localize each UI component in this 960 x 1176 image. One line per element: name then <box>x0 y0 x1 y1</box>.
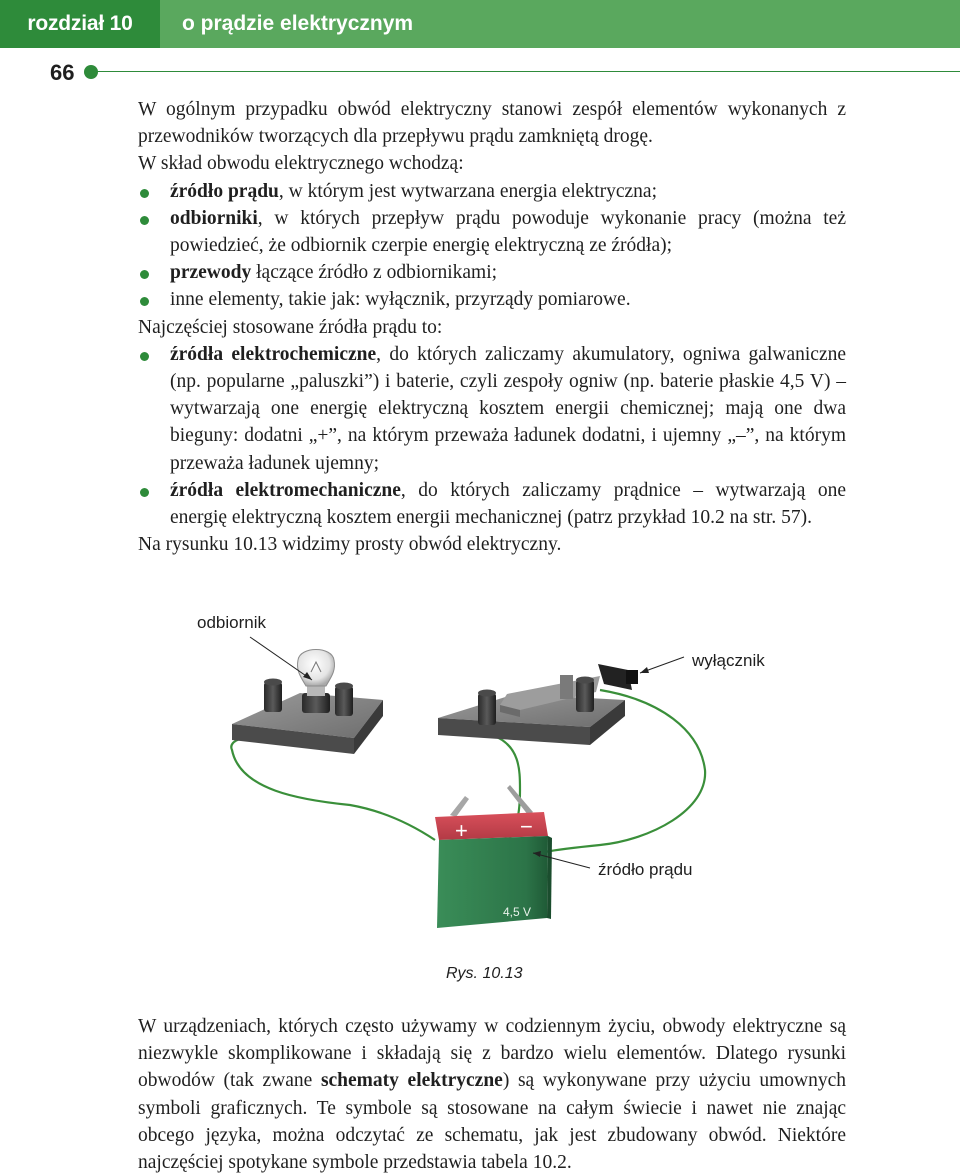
page-number: 66 <box>50 60 75 85</box>
list-item-electrochemical <box>138 341 846 477</box>
list-item-text: , w których przepływ prądu powoduje wykonanie pracy (można też powiedzieć, że odbiornik czerpie energię elektryczną ze źródła); <box>170 207 846 257</box>
switch-post-left <box>478 690 496 726</box>
list-item-source <box>138 178 846 205</box>
figure-intro: Na rysunku 10.13 widzimy prosty obwód elektryczny. <box>138 534 562 556</box>
battery <box>435 785 552 928</box>
list-item-text: , do których zaliczamy prądnice – wytwarzają one energię elektryczną kosztem energii mechanicznej (patrz przykład 10.2 na str. 57). <box>170 479 846 529</box>
term-electromechanical: źródła elektromechaniczne <box>170 479 401 501</box>
list-item-text: , do których zaliczamy akumulatory, ogniwa galwaniczne (np. popularne „paluszki”) i baterie, czyli zespoły ogniw (np. baterie płaskie 4,5 V) – wytwarzają one energię elektryczną kosztem energii chemicznej; mają one dwa bieguny: dodatni „+”, na którym przeważa ładunek dodatni, i ujemny „–”, na którym przeważa ładunek ujemny; <box>170 343 846 474</box>
closing-text-after: ) są wykonywane przy użyciu umownych symboli graficznych. Te symbole są stosowane na całym świecie i nawet nie znając obcego języka, można odczytać ze schematu, jak jest zbudowany obwód. Niektóre najczęściej spotykane symbole przedstawia tabela 10.2. <box>138 1070 847 1174</box>
closing-paragraph <box>138 1013 846 1176</box>
switch-post-right <box>576 677 594 713</box>
term-wires: przewody <box>170 262 252 284</box>
chapter-number: rozdział 10 <box>0 0 160 48</box>
list-item-electromechanical <box>138 477 846 531</box>
receiver-post-left <box>264 679 282 713</box>
chapter-header <box>0 0 960 48</box>
battery-plus-label: + <box>455 818 468 843</box>
term-electrochemical: źródła elektrochemiczne <box>170 343 377 365</box>
switch-handle-icon <box>598 664 638 690</box>
list-item-other <box>138 286 846 313</box>
term-source: źródło prądu <box>170 180 279 202</box>
body-text-main <box>138 96 846 558</box>
figure-caption: Rys. 10.13 <box>446 965 523 982</box>
list-item-wires <box>138 259 846 286</box>
header-rule <box>96 71 960 72</box>
list-item-receivers <box>138 205 846 259</box>
label-source: źródło prądu <box>598 860 693 879</box>
list-item-text: inne elementy, takie jak: wyłącznik, przyrządy pomiarowe. <box>170 289 631 311</box>
bulb-icon <box>297 650 334 714</box>
circuit-figure <box>0 600 960 960</box>
battery-voltage-label: 4,5 V <box>503 905 532 919</box>
rule-dot <box>84 65 98 79</box>
term-schematics: schematy elektryczne <box>320 1070 503 1092</box>
intro-paragraph: W ogólnym przypadku obwód elektryczny stanowi zespół elementów wykonanych z przewodników tworzących dla przepływu prądu zamkniętą drogę. <box>138 99 846 148</box>
receiver-post-right <box>335 683 353 717</box>
intro-components-lead: W skład obwodu elektrycznego wchodzą: <box>138 153 464 175</box>
body-text-closing <box>138 1013 846 1176</box>
label-switch: wyłącznik <box>692 651 765 670</box>
closing-text-before: W urządzeniach, których często używamy w codziennym życiu, obwody elektryczne są niezwykle skomplikowane i składają się z bardzo wielu elementów. Dlatego rysunki obwodów (tak zwane <box>138 1016 846 1092</box>
sources-lead: Najczęściej stosowane źródła prądu to: <box>138 316 443 338</box>
chapter-title: o prądzie elektrycznym <box>160 0 960 48</box>
list-item-text: łączące źródło z odbiornikami; <box>251 262 498 284</box>
label-receiver: odbiornik <box>197 613 266 632</box>
battery-minus-label: − <box>520 814 533 839</box>
list-item-text: , w którym jest wytwarzana energia elektryczna; <box>278 180 657 202</box>
term-receivers: odbiorniki <box>170 207 258 229</box>
